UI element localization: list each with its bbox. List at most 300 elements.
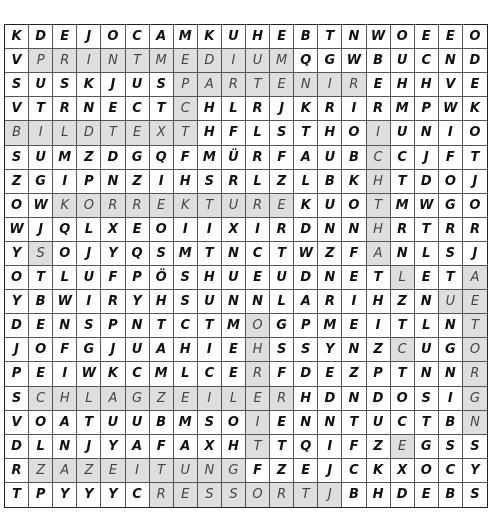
grid-cell[interactable]: Z [318, 242, 342, 266]
grid-cell[interactable]: O [246, 483, 270, 507]
grid-cell[interactable]: A [53, 459, 77, 483]
grid-cell[interactable]: E [53, 25, 77, 49]
grid-cell[interactable]: M [391, 97, 415, 121]
grid-cell[interactable]: U [174, 459, 198, 483]
grid-cell[interactable]: O [5, 266, 29, 290]
grid-cell[interactable]: D [415, 170, 439, 194]
grid-cell[interactable]: I [222, 49, 246, 73]
grid-cell[interactable]: U [439, 290, 463, 314]
grid-cell[interactable]: T [463, 314, 487, 338]
grid-cell[interactable]: R [246, 362, 270, 386]
grid-cell[interactable]: N [391, 242, 415, 266]
grid-cell[interactable]: R [463, 362, 487, 386]
grid-cell[interactable]: U [126, 338, 150, 362]
grid-cell[interactable]: U [198, 290, 222, 314]
grid-cell[interactable]: N [318, 411, 342, 435]
grid-cell[interactable]: Ö [150, 266, 174, 290]
grid-cell[interactable]: T [126, 49, 150, 73]
grid-cell[interactable]: A [463, 266, 487, 290]
grid-cell[interactable]: P [5, 362, 29, 386]
grid-cell[interactable]: Z [367, 435, 391, 459]
grid-cell[interactable]: I [150, 170, 174, 194]
grid-cell[interactable]: N [439, 314, 463, 338]
grid-cell[interactable]: R [101, 290, 125, 314]
grid-cell[interactable]: M [270, 49, 294, 73]
grid-cell[interactable]: I [367, 121, 391, 145]
grid-cell[interactable]: W [5, 218, 29, 242]
grid-cell[interactable]: S [439, 435, 463, 459]
grid-cell[interactable]: E [126, 121, 150, 145]
grid-cell[interactable]: N [101, 170, 125, 194]
grid-cell[interactable]: U [270, 266, 294, 290]
grid-cell[interactable]: E [318, 362, 342, 386]
grid-cell[interactable]: S [77, 314, 101, 338]
grid-cell[interactable]: E [367, 73, 391, 97]
grid-cell[interactable]: X [222, 218, 246, 242]
grid-cell[interactable]: W [342, 49, 366, 73]
grid-cell[interactable]: L [29, 435, 53, 459]
grid-cell[interactable]: T [294, 121, 318, 145]
grid-cell[interactable]: Y [5, 290, 29, 314]
grid-cell[interactable]: K [463, 97, 487, 121]
grid-cell[interactable]: N [318, 266, 342, 290]
grid-cell[interactable]: T [29, 266, 53, 290]
grid-cell[interactable]: Q [294, 49, 318, 73]
grid-cell[interactable]: S [198, 483, 222, 507]
grid-cell[interactable]: A [198, 73, 222, 97]
grid-cell[interactable]: E [222, 362, 246, 386]
grid-cell[interactable]: Z [270, 170, 294, 194]
grid-cell[interactable]: W [53, 290, 77, 314]
grid-cell[interactable]: T [150, 459, 174, 483]
grid-cell[interactable]: H [367, 290, 391, 314]
grid-cell[interactable]: E [270, 73, 294, 97]
grid-cell[interactable]: Y [5, 242, 29, 266]
grid-cell[interactable]: G [222, 459, 246, 483]
grid-cell[interactable]: Y [77, 483, 101, 507]
grid-cell[interactable]: J [29, 218, 53, 242]
grid-cell[interactable]: A [367, 242, 391, 266]
grid-cell[interactable]: N [342, 218, 366, 242]
grid-cell[interactable]: L [222, 97, 246, 121]
grid-cell[interactable]: J [318, 459, 342, 483]
grid-cell[interactable]: H [318, 121, 342, 145]
grid-cell[interactable]: Z [29, 459, 53, 483]
grid-cell[interactable]: Y [101, 435, 125, 459]
grid-cell[interactable]: H [294, 387, 318, 411]
grid-cell[interactable]: R [391, 218, 415, 242]
grid-cell[interactable]: F [53, 338, 77, 362]
grid-cell[interactable]: Q [53, 218, 77, 242]
grid-cell[interactable]: I [77, 49, 101, 73]
grid-cell[interactable]: H [198, 97, 222, 121]
grid-cell[interactable]: K [77, 73, 101, 97]
grid-cell[interactable]: U [318, 146, 342, 170]
grid-cell[interactable]: Y [101, 242, 125, 266]
grid-cell[interactable]: P [367, 362, 391, 386]
grid-cell[interactable]: W [415, 194, 439, 218]
grid-cell[interactable]: K [53, 194, 77, 218]
grid-cell[interactable]: P [126, 266, 150, 290]
grid-cell[interactable]: Z [150, 387, 174, 411]
grid-cell[interactable]: C [439, 459, 463, 483]
grid-cell[interactable]: W [294, 242, 318, 266]
grid-cell[interactable]: H [198, 266, 222, 290]
grid-cell[interactable]: I [367, 314, 391, 338]
grid-cell[interactable]: G [439, 194, 463, 218]
grid-cell[interactable]: B [342, 483, 366, 507]
grid-cell[interactable]: C [174, 97, 198, 121]
grid-cell[interactable]: Y [53, 483, 77, 507]
grid-cell[interactable]: O [391, 387, 415, 411]
grid-cell[interactable]: F [342, 242, 366, 266]
grid-cell[interactable]: F [101, 266, 125, 290]
grid-cell[interactable]: Z [77, 459, 101, 483]
grid-cell[interactable]: C [126, 25, 150, 49]
grid-cell[interactable]: H [198, 121, 222, 145]
grid-cell[interactable]: L [222, 387, 246, 411]
grid-cell[interactable]: U [367, 411, 391, 435]
grid-cell[interactable]: L [270, 290, 294, 314]
grid-cell[interactable]: A [126, 435, 150, 459]
grid-cell[interactable]: E [391, 435, 415, 459]
grid-cell[interactable]: S [470, 487, 480, 503]
grid-cell[interactable]: C [367, 146, 391, 170]
grid-cell[interactable]: I [77, 290, 101, 314]
grid-cell[interactable]: N [342, 25, 366, 49]
grid-cell[interactable]: R [222, 170, 246, 194]
grid-cell[interactable]: N [415, 362, 439, 386]
grid-cell[interactable]: T [150, 314, 174, 338]
grid-cell[interactable]: S [174, 290, 198, 314]
grid-cell[interactable]: J [77, 435, 101, 459]
grid-cell[interactable]: L [246, 121, 270, 145]
grid-cell[interactable]: S [463, 435, 487, 459]
grid-cell[interactable]: E [126, 218, 150, 242]
grid-cell[interactable]: T [198, 194, 222, 218]
grid-cell[interactable]: T [174, 121, 198, 145]
grid-cell[interactable]: Z [126, 170, 150, 194]
grid-cell[interactable]: W [367, 25, 391, 49]
grid-cell[interactable]: T [439, 266, 463, 290]
grid-cell[interactable]: I [174, 218, 198, 242]
grid-cell[interactable]: Q [150, 146, 174, 170]
grid-cell[interactable]: N [126, 314, 150, 338]
grid-cell[interactable]: G [318, 49, 342, 73]
grid-cell[interactable]: Z [342, 362, 366, 386]
grid-cell[interactable]: T [198, 314, 222, 338]
grid-cell[interactable]: N [342, 387, 366, 411]
grid-cell[interactable]: F [270, 146, 294, 170]
grid-cell[interactable]: L [415, 314, 439, 338]
grid-cell[interactable]: C [246, 242, 270, 266]
grid-cell[interactable]: O [246, 314, 270, 338]
grid-cell[interactable]: N [415, 121, 439, 145]
grid-cell[interactable]: Q [126, 242, 150, 266]
grid-cell[interactable]: I [198, 387, 222, 411]
grid-cell[interactable]: I [318, 435, 342, 459]
grid-cell[interactable]: M [198, 146, 222, 170]
grid-cell[interactable]: O [150, 218, 174, 242]
grid-cell[interactable]: O [101, 25, 125, 49]
grid-cell[interactable]: T [367, 194, 391, 218]
grid-cell[interactable]: N [415, 290, 439, 314]
grid-cell[interactable]: J [270, 97, 294, 121]
grid-cell[interactable]: B [5, 121, 29, 145]
grid-cell[interactable]: X [198, 435, 222, 459]
grid-cell[interactable]: F [439, 146, 463, 170]
grid-cell[interactable]: F [342, 435, 366, 459]
grid-cell[interactable]: U [126, 411, 150, 435]
grid-cell[interactable]: Y [463, 459, 487, 483]
grid-cell[interactable]: F [246, 459, 270, 483]
grid-cell[interactable]: B [439, 411, 463, 435]
grid-cell[interactable]: O [77, 194, 101, 218]
grid-cell[interactable]: G [126, 146, 150, 170]
grid-cell[interactable]: G [29, 170, 53, 194]
grid-cell[interactable]: G [270, 314, 294, 338]
grid-cell[interactable]: O [463, 338, 487, 362]
grid-cell[interactable]: E [246, 266, 270, 290]
grid-cell[interactable]: B [294, 25, 318, 49]
grid-cell[interactable]: O [463, 194, 487, 218]
grid-cell[interactable]: E [342, 266, 366, 290]
grid-cell[interactable]: S [5, 387, 29, 411]
grid-cell[interactable]: Y [126, 290, 150, 314]
grid-cell[interactable]: D [463, 49, 487, 73]
grid-cell[interactable]: K [198, 25, 222, 49]
grid-cell[interactable]: A [101, 387, 125, 411]
grid-cell[interactable]: R [101, 194, 125, 218]
grid-cell[interactable]: Z [5, 170, 29, 194]
grid-cell[interactable]: V [5, 97, 29, 121]
grid-cell[interactable]: G [463, 387, 487, 411]
grid-cell[interactable]: E [222, 338, 246, 362]
grid-cell[interactable]: L [77, 218, 101, 242]
grid-cell[interactable]: I [198, 338, 222, 362]
grid-cell[interactable]: N [101, 49, 125, 73]
grid-cell[interactable]: U [391, 121, 415, 145]
grid-cell[interactable]: K [294, 194, 318, 218]
grid-cell[interactable]: R [342, 73, 366, 97]
grid-cell[interactable]: X [101, 218, 125, 242]
grid-cell[interactable]: H [53, 387, 77, 411]
grid-cell[interactable]: N [463, 411, 487, 435]
grid-cell[interactable]: D [101, 146, 125, 170]
grid-cell[interactable]: C [29, 387, 53, 411]
grid-cell[interactable]: N [77, 97, 101, 121]
grid-cell[interactable]: N [294, 73, 318, 97]
grid-cell[interactable]: J [415, 146, 439, 170]
grid-cell[interactable]: I [439, 387, 463, 411]
grid-cell[interactable]: J [5, 338, 29, 362]
grid-cell[interactable]: B [342, 146, 366, 170]
grid-cell[interactable]: X [150, 121, 174, 145]
grid-cell[interactable]: L [415, 242, 439, 266]
grid-cell[interactable]: T [391, 314, 415, 338]
grid-cell[interactable]: D [294, 266, 318, 290]
grid-cell[interactable]: L [53, 266, 77, 290]
grid-cell[interactable]: E [174, 387, 198, 411]
grid-cell[interactable]: T [246, 435, 270, 459]
grid-cell[interactable]: F [270, 362, 294, 386]
grid-cell[interactable]: D [5, 314, 29, 338]
grid-cell[interactable]: T [318, 25, 342, 49]
grid-cell[interactable]: F [174, 146, 198, 170]
grid-cell[interactable]: G [439, 338, 463, 362]
grid-cell[interactable]: U [222, 25, 246, 49]
grid-cell[interactable]: C [198, 362, 222, 386]
grid-cell[interactable]: E [415, 266, 439, 290]
grid-cell[interactable]: W [439, 97, 463, 121]
grid-cell[interactable]: L [77, 387, 101, 411]
grid-cell[interactable]: M [174, 242, 198, 266]
grid-cell[interactable]: P [174, 73, 198, 97]
grid-cell[interactable]: H [367, 218, 391, 242]
grid-cell[interactable]: T [415, 218, 439, 242]
grid-cell[interactable]: M [150, 49, 174, 73]
grid-cell[interactable]: S [29, 242, 53, 266]
grid-cell[interactable]: W [77, 362, 101, 386]
grid-cell[interactable]: P [101, 314, 125, 338]
grid-cell[interactable]: A [294, 146, 318, 170]
grid-cell[interactable]: O [463, 121, 487, 145]
grid-cell[interactable]: N [342, 338, 366, 362]
grid-cell[interactable]: E [150, 194, 174, 218]
grid-cell[interactable]: E [174, 49, 198, 73]
grid-cell[interactable]: S [198, 411, 222, 435]
grid-cell[interactable]: G [415, 435, 439, 459]
grid-cell[interactable]: M [174, 25, 198, 49]
grid-cell[interactable]: C [126, 483, 150, 507]
grid-cell[interactable]: G [77, 338, 101, 362]
grid-cell[interactable]: R [53, 49, 77, 73]
grid-cell[interactable]: V [439, 73, 463, 97]
grid-cell[interactable]: N [439, 362, 463, 386]
grid-cell[interactable]: Z [367, 338, 391, 362]
grid-cell[interactable]: P [29, 49, 53, 73]
grid-cell[interactable]: P [29, 483, 53, 507]
grid-cell[interactable]: R [367, 97, 391, 121]
grid-cell[interactable]: T [270, 435, 294, 459]
grid-cell[interactable]: E [29, 362, 53, 386]
grid-cell[interactable]: R [246, 97, 270, 121]
grid-cell[interactable]: N [198, 459, 222, 483]
grid-cell[interactable]: H [174, 170, 198, 194]
grid-cell[interactable]: E [463, 290, 487, 314]
grid-cell[interactable]: E [270, 411, 294, 435]
grid-cell[interactable]: S [53, 73, 77, 97]
grid-cell[interactable]: H [367, 170, 391, 194]
grid-cell[interactable]: L [53, 121, 77, 145]
grid-cell[interactable]: E [342, 314, 366, 338]
grid-cell[interactable]: E [101, 97, 125, 121]
grid-cell[interactable]: S [270, 338, 294, 362]
grid-cell[interactable]: I [53, 170, 77, 194]
grid-cell[interactable]: A [174, 435, 198, 459]
grid-cell[interactable]: J [463, 170, 487, 194]
grid-cell[interactable]: E [415, 25, 439, 49]
grid-cell[interactable]: L [391, 266, 415, 290]
grid-cell[interactable]: B [150, 411, 174, 435]
grid-cell[interactable]: B [367, 49, 391, 73]
grid-cell[interactable]: K [342, 170, 366, 194]
grid-cell[interactable]: T [415, 411, 439, 435]
grid-cell[interactable]: X [391, 459, 415, 483]
grid-cell[interactable]: T [5, 483, 29, 507]
grid-cell[interactable]: U [391, 49, 415, 73]
grid-cell[interactable]: T [367, 266, 391, 290]
grid-cell[interactable]: N [439, 49, 463, 73]
grid-cell[interactable]: H [415, 73, 439, 97]
grid-cell[interactable]: U [222, 266, 246, 290]
grid-cell[interactable]: M [391, 194, 415, 218]
grid-cell[interactable]: M [318, 314, 342, 338]
grid-cell[interactable]: R [270, 218, 294, 242]
grid-cell[interactable]: W [29, 194, 53, 218]
grid-cell[interactable]: R [222, 73, 246, 97]
grid-cell[interactable]: V [5, 49, 29, 73]
grid-cell[interactable]: A [150, 338, 174, 362]
grid-cell[interactable]: J [101, 73, 125, 97]
grid-cell[interactable]: T [246, 73, 270, 97]
grid-cell[interactable]: I [342, 97, 366, 121]
grid-cell[interactable]: J [318, 483, 342, 507]
grid-cell[interactable]: U [246, 49, 270, 73]
grid-cell[interactable]: V [5, 411, 29, 435]
grid-cell[interactable]: C [391, 411, 415, 435]
grid-cell[interactable]: U [77, 266, 101, 290]
grid-cell[interactable]: S [150, 242, 174, 266]
grid-cell[interactable]: K [101, 362, 125, 386]
grid-cell[interactable]: A [150, 25, 174, 49]
grid-cell[interactable]: R [270, 387, 294, 411]
grid-cell[interactable]: H [222, 435, 246, 459]
grid-cell[interactable]: S [270, 121, 294, 145]
grid-cell[interactable]: O [342, 121, 366, 145]
grid-cell[interactable]: U [29, 146, 53, 170]
grid-cell[interactable]: T [101, 121, 125, 145]
grid-cell[interactable]: C [391, 146, 415, 170]
grid-cell[interactable]: K [5, 25, 29, 49]
grid-cell[interactable]: B [439, 483, 463, 507]
grid-cell[interactable]: T [391, 170, 415, 194]
grid-cell[interactable]: C [174, 314, 198, 338]
grid-cell[interactable]: E [415, 483, 439, 507]
grid-cell[interactable]: O [222, 411, 246, 435]
grid-cell[interactable]: O [29, 338, 53, 362]
grid-cell[interactable]: E [439, 25, 463, 49]
grid-cell[interactable]: D [294, 362, 318, 386]
grid-cell[interactable]: I [246, 411, 270, 435]
grid-cell[interactable]: U [415, 338, 439, 362]
grid-cell[interactable]: T [463, 146, 487, 170]
grid-cell[interactable]: E [270, 25, 294, 49]
grid-cell[interactable]: Y [101, 483, 125, 507]
grid-cell[interactable]: N [222, 242, 246, 266]
grid-cell[interactable]: R [126, 194, 150, 218]
grid-cell[interactable]: T [198, 242, 222, 266]
grid-cell[interactable]: R [150, 483, 174, 507]
grid-cell[interactable]: T [391, 362, 415, 386]
grid-cell[interactable]: K [294, 97, 318, 121]
grid-cell[interactable]: D [294, 218, 318, 242]
grid-cell[interactable]: E [29, 314, 53, 338]
grid-cell[interactable]: S [294, 338, 318, 362]
grid-cell[interactable]: E [174, 483, 198, 507]
grid-cell[interactable]: T [294, 483, 318, 507]
grid-cell[interactable]: R [5, 459, 29, 483]
